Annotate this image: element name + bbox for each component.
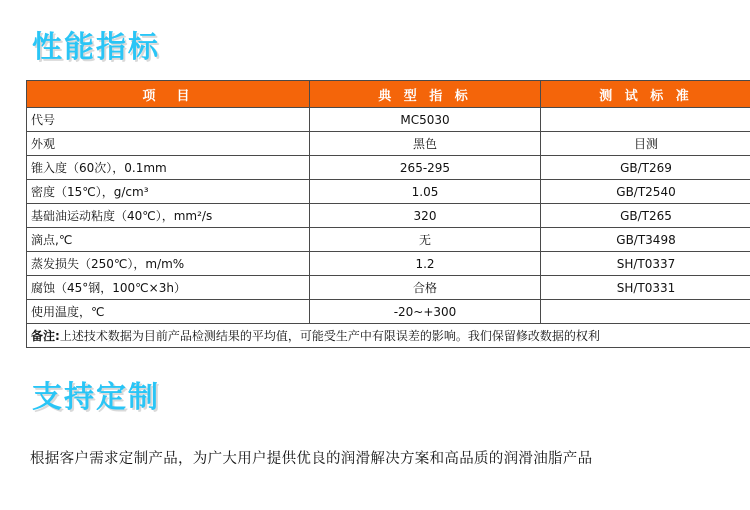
column-header-standard: 测 试 标 准 [541, 81, 750, 108]
cell-item: 代号 [27, 108, 310, 132]
table-row [27, 204, 750, 228]
cell-standard [541, 108, 750, 132]
table-note-row [27, 324, 750, 348]
customization-description: 根据客户需求定制产品，为广大用户提供优良的润滑解决方案和高品质的润滑油脂产品 [30, 451, 593, 467]
cell-item: 密度（15℃），g/cm³ [27, 180, 310, 204]
cell-typical: -20~+300 [310, 300, 541, 324]
cell-standard: GB/T265 [541, 204, 750, 228]
cell-item: 外观 [27, 132, 310, 156]
cell-standard: 目测 [541, 132, 750, 156]
cell-standard: GB/T2540 [541, 180, 750, 204]
cell-standard: GB/T269 [541, 156, 750, 180]
cell-item: 使用温度，℃ [27, 300, 310, 324]
table-row [27, 156, 750, 180]
table-header [27, 81, 750, 108]
cell-typical: 合格 [310, 276, 541, 300]
cell-item: 锥入度（60次），0.1mm [27, 156, 310, 180]
cell-standard: GB/T3498 [541, 228, 750, 252]
cell-item: 蒸发损失（250℃），m/m% [27, 252, 310, 276]
table-header-row [27, 81, 750, 108]
cell-typical: 无 [310, 228, 541, 252]
table-note [27, 324, 750, 348]
cell-typical: MC5030 [310, 108, 541, 132]
cell-typical: 黑色 [310, 132, 541, 156]
cell-item: 基础油运动粘度（40℃），mm²/s [27, 204, 310, 228]
note-label: 备注: [31, 328, 60, 343]
table-row [27, 300, 750, 324]
table-row [27, 276, 750, 300]
cell-item: 滴点,℃ [27, 228, 310, 252]
table-row [27, 180, 750, 204]
cell-standard: SH/T0331 [541, 276, 750, 300]
cell-item: 腐蚀（45°钢，100℃×3h） [27, 276, 310, 300]
customization-section-heading: 支持定制 [32, 380, 160, 415]
cell-typical: 1.2 [310, 252, 541, 276]
cell-typical: 320 [310, 204, 541, 228]
cell-typical: 265-295 [310, 156, 541, 180]
note-text: 上述技术数据为目前产品检测结果的平均值，可能受生产中有限误差的影响。我们保留修改数据的权利 [59, 328, 600, 343]
specification-table [26, 80, 750, 348]
table-row [27, 228, 750, 252]
column-header-item: 项 目 [27, 81, 310, 108]
cell-typical: 1.05 [310, 180, 541, 204]
cell-standard [541, 300, 750, 324]
table-row [27, 252, 750, 276]
cell-standard: SH/T0337 [541, 252, 750, 276]
column-header-typical: 典 型 指 标 [310, 81, 541, 108]
table-row [27, 108, 750, 132]
table-row [27, 132, 750, 156]
table-body [27, 108, 750, 348]
performance-section-heading: 性能指标 [32, 30, 160, 65]
